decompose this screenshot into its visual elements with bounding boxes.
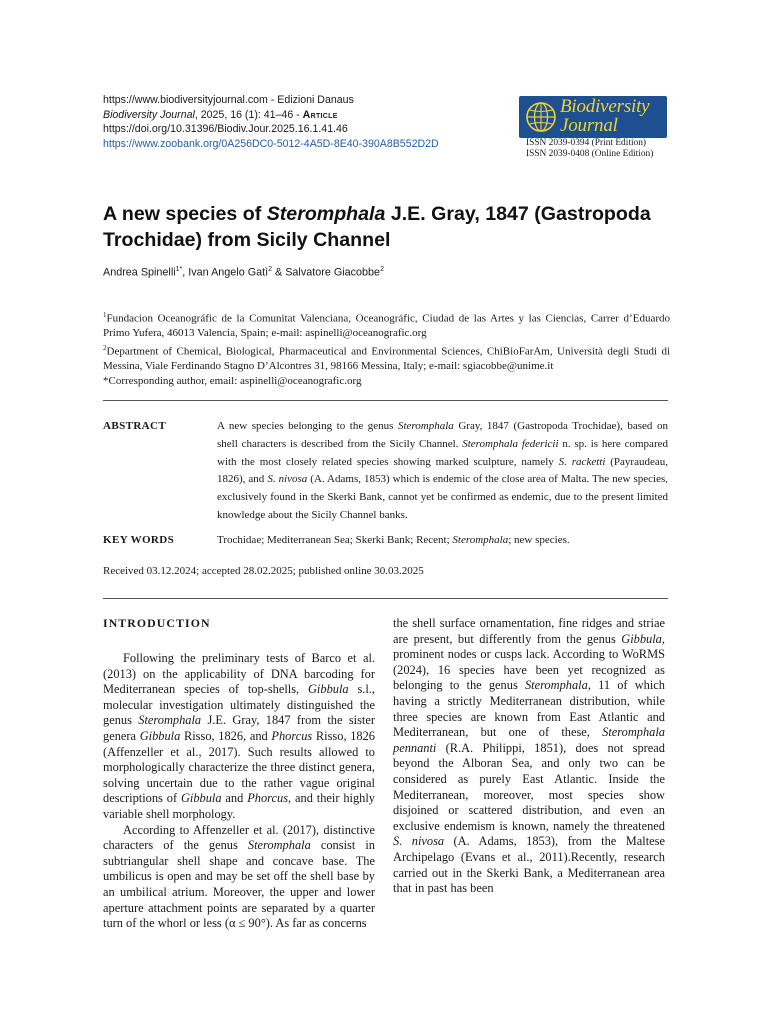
text-span: or xyxy=(438,803,459,818)
corresponding-author: *Corresponding author, email: aspinelli@oceanografic.org xyxy=(103,374,362,387)
abstract-span: A new species belonging to the genus xyxy=(217,420,398,432)
author-2: Ivan Angelo Gatì xyxy=(188,266,269,279)
affiliation-1 xyxy=(103,308,670,341)
text-span: and xyxy=(221,791,248,806)
text-span: yet xyxy=(558,662,583,677)
journal-website-line: https://www.biodiversityjournal.com - Edizioni Danaus xyxy=(103,94,354,106)
text-span: genus xyxy=(581,631,616,646)
author-separator: & xyxy=(272,266,286,279)
italic-span: Steromphala xyxy=(602,725,665,740)
text-span: considered xyxy=(393,771,447,786)
text-span: one xyxy=(496,725,527,740)
keywords-span: ; new species. xyxy=(508,534,570,546)
text-span: disjoined xyxy=(393,803,439,818)
italic-span: nivosa xyxy=(402,834,445,849)
text-span: endemism xyxy=(439,818,496,833)
text-span: be xyxy=(644,756,665,771)
text-span: Risso, 1826, and xyxy=(180,728,272,743)
keywords-label: KEY WORDS xyxy=(103,534,175,546)
author-1-affiliation: 1* xyxy=(175,266,183,273)
text-span: nodes xyxy=(443,647,477,662)
affiliation-1-text: Fundacion Oceanográfic de la Comunitat Valenciana, Oceanográfic, Ciudad de las Artes y las Ciencias, Carrer d’Eduardo Primo Yufera, 46013 Valencia, Spain; e-mail: aspinelli@oceanografic.org xyxy=(103,312,670,340)
text-span: known xyxy=(485,709,529,724)
italic-span: Steromphala xyxy=(247,838,311,853)
author-3: Salvatore Giacobbe xyxy=(285,266,381,279)
text-span xyxy=(518,678,525,692)
doi-link[interactable]: https://doi.org/10.31396/Biodiv.Jour.2025.16.1.41.46 xyxy=(103,123,348,136)
text-span: distribution, xyxy=(561,693,630,708)
text-span: Atlantic xyxy=(590,709,639,724)
article-title xyxy=(103,202,683,253)
affiliation-2-number: 2 xyxy=(103,343,107,352)
text-span: 16 xyxy=(429,662,451,677)
abstract-span: Gray, 1847 (Gastropoda Trochidae), based on shell characters is described from the Sicily Channel. xyxy=(217,420,668,450)
journal-header xyxy=(103,93,439,151)
text-span: as xyxy=(446,771,469,786)
text-span: the xyxy=(393,616,409,630)
logo-line-1: Biodiversity xyxy=(560,96,650,117)
text-span: Mediterranean, xyxy=(393,725,469,740)
text-span: the xyxy=(560,631,582,646)
abstract-text xyxy=(217,418,668,525)
text-span: Alboran xyxy=(453,756,503,771)
text-span: species xyxy=(450,662,495,677)
text-span: East xyxy=(511,771,544,786)
text-span: consist in subtriangular shell shape and concave base. The umbilicus is open and may be set off the shell base by an umbilical atrium. Moreover, the upper and lower aperture attachment points are separated by a quarter turn of the whorl or less (α ≤ 90°). As far as concerns xyxy=(103,838,375,931)
italic-span: Gibbula xyxy=(307,682,349,697)
text-span: are xyxy=(393,631,409,646)
text-span: J.E. Gray, 1847 from the sister genera xyxy=(103,713,375,743)
logo-wordmark xyxy=(560,98,649,135)
text-span: fine xyxy=(554,616,578,630)
author-separator: , xyxy=(182,266,189,279)
italic-span: Steromphala xyxy=(138,713,202,728)
text-span: is xyxy=(495,818,508,833)
text-span: recognized xyxy=(582,662,646,677)
text-span: beyond xyxy=(393,756,430,771)
body-column-right: the shell surface ornamentation, fine ridges and striae are present, but differently from the genus Gibbula, prominent nodes or cusps lack. According to WoRMS (2024), 16 species have been yet recognized as belonging to the genus Steromphala, 11 of which having a strictly Mediterranean distribution, while three species are known from East Atlantic and Mediterranean, but one of these, Steromphala pennanti (R.A. Philippi, 1851), does not spread beyond the Alboran Sea, and only two can be considered as purely East Atlantic. Inside the Mediterranean, moreover, most species show disjoined or scattered distribution, and even an exclusive endemism is known, namely the threatened S. nivosa (A. Adams, 1853), from the Maltese Archipelago (Evans et al., 2011).Recently, research carried out in the Skerki Bank, a Mediterranean area that in past has been xyxy=(393,616,665,896)
text-span: Inside xyxy=(597,771,639,786)
text-span: Maltese xyxy=(616,834,665,849)
text-span: (2024), xyxy=(393,662,430,677)
globe-icon xyxy=(524,100,558,134)
text-span: from xyxy=(528,709,561,724)
text-span: even xyxy=(610,803,644,818)
title-genus: Steromphala xyxy=(266,203,386,225)
text-span: cusps xyxy=(490,647,523,662)
divider xyxy=(103,400,668,401)
text-span: of xyxy=(526,725,550,740)
italic-span: Steromphala xyxy=(524,678,588,693)
text-span: species xyxy=(572,787,624,802)
text-span: exclusive xyxy=(393,818,440,833)
text-span: Mediterranean, xyxy=(393,787,469,802)
journal-volume-pages: , 2025, 16 (1): 41–46 - xyxy=(194,108,303,121)
paragraph-2 xyxy=(103,823,375,932)
text-span: but xyxy=(452,631,474,646)
text-span: and xyxy=(532,756,560,771)
text-span: et xyxy=(495,849,511,864)
text-span: show xyxy=(623,787,665,802)
text-span: namely xyxy=(548,818,590,833)
title-text-2: J.E. Gray, 1847 (Gastropoda Trochidae) from Sicily Channel xyxy=(103,203,651,251)
text-span: the xyxy=(591,834,617,849)
affiliation-1-number: 1 xyxy=(103,311,107,319)
text-span: most xyxy=(533,787,573,802)
text-span: s.l., molecular investigation ultimately distinguished the genus xyxy=(103,682,376,728)
text-span: differently xyxy=(473,631,532,646)
text-span: present, xyxy=(408,631,453,646)
text-span: these, xyxy=(549,725,590,740)
text-span: Atlantic. xyxy=(543,771,598,786)
text-span: while xyxy=(629,693,665,708)
text-span: (Evans xyxy=(454,849,496,864)
text-span: 1851), xyxy=(524,740,567,755)
text-span: the xyxy=(429,756,454,771)
logo-line-2: Journal xyxy=(560,114,618,136)
text-span: spread xyxy=(623,740,665,755)
text-span: to xyxy=(604,647,619,662)
italic-span: Phorcus xyxy=(247,791,289,806)
text-span: According xyxy=(549,647,605,662)
text-span: 2011). xyxy=(532,849,571,864)
text-span: the xyxy=(459,678,482,693)
text-span: which xyxy=(627,678,665,693)
text-span: from xyxy=(558,834,592,849)
title-text-1: A new species of xyxy=(103,203,267,225)
text-span: and xyxy=(638,709,665,724)
text-span: and xyxy=(612,616,635,630)
author-3-affiliation: 2 xyxy=(380,266,384,273)
text-span: al., xyxy=(510,849,533,864)
text-span: purely xyxy=(468,771,512,786)
issn-online: ISSN 2039-0408 (Online Edition) xyxy=(526,148,654,159)
divider xyxy=(103,598,668,599)
text-span: are xyxy=(462,709,486,724)
text-span: Risso, 1826 (Affenzeller et al., 2017). Such results allowed to morphologically characterize the three distinct genera, solving uncertain due to the rather vague original descriptions of xyxy=(103,728,375,806)
italic-span: Phorcus xyxy=(271,728,313,743)
text-span: East xyxy=(560,709,591,724)
text-span: , xyxy=(587,678,591,693)
abstract-italic: S. nivosa xyxy=(267,473,308,486)
issn-block xyxy=(526,138,653,159)
text-span: species xyxy=(417,709,463,724)
text-span: can xyxy=(618,756,645,771)
received-dates: Received 03.12.2024; accepted 28.02.2025; published online 30.03.2025 xyxy=(103,565,424,577)
text-span: According to Affenzeller et al. (2017), distinctive characters of the genus xyxy=(103,822,375,853)
text-span: not xyxy=(598,740,624,755)
text-span: belonging xyxy=(393,678,443,693)
text-span: or xyxy=(476,647,491,662)
introduction-heading: INTRODUCTION xyxy=(103,616,211,630)
text-span: two xyxy=(590,756,619,771)
text-span: genus xyxy=(481,678,518,693)
text-span: of xyxy=(610,678,628,693)
article-type: Article xyxy=(302,108,338,121)
italic-span: Gibbula xyxy=(621,631,662,646)
text-span: as xyxy=(645,662,665,677)
text-span: three xyxy=(393,709,418,724)
text-span: Sea, xyxy=(502,756,533,771)
italic-span: Gibbula xyxy=(139,728,181,743)
abstract-label: ABSTRACT xyxy=(103,420,167,432)
text-span: distribution, xyxy=(512,803,583,818)
text-span xyxy=(590,725,602,739)
text-span: WoRMS xyxy=(618,647,665,662)
affiliation-2-text: Department of Chemical, Biological, Pharmaceutical and Environmental Sciences, ChiBioFarAm, Università degli Studi di Messina, Viale Ferdinando Stagno D’Alcontres 31, 98166 Messina, Italy; e-mail: sgiacobbe@unime.it xyxy=(103,345,670,373)
abstract-italic: Steromphala xyxy=(397,420,454,432)
text-span: to xyxy=(442,678,460,693)
text-span: from xyxy=(531,631,561,646)
text-span: Following the preliminary tests of Barco et al. (2013) on the applicability of DNA barcoding for Mediterranean species of top-shells, xyxy=(103,651,375,697)
text-span: scattered xyxy=(458,803,513,818)
text-span: 1853), xyxy=(516,834,559,849)
biodiversity-journal-logo xyxy=(519,96,667,138)
italic-span: S. xyxy=(393,834,403,849)
abstract-span: (Payraudeau, 1826), and xyxy=(217,455,668,486)
journal-citation-line xyxy=(103,108,439,123)
keywords-italic: Steromphala xyxy=(452,534,509,546)
text-span: been xyxy=(526,662,559,677)
zoobank-link[interactable]: https://www.zoobank.org/0A256DC0-5012-4A5D-8E40-390A8B552D2D xyxy=(103,137,439,150)
text-span: (R.A. xyxy=(436,740,474,755)
text-span: Philippi, xyxy=(473,740,525,755)
text-span: having xyxy=(393,693,427,708)
text-span: (A. xyxy=(444,834,470,849)
italic-span: Gibbula xyxy=(180,791,222,806)
text-span: shell xyxy=(408,616,436,630)
text-span: does xyxy=(566,740,599,755)
text-span: 11 xyxy=(590,678,611,693)
body-column-left xyxy=(103,616,375,932)
abstract-span: (A. Adams, 1853) which is endemic of the close area of Malta. The new species, exclusively found in the Skerki Bank, cannot yet be confirmed as endemic, due to the present limited knowledge about the Sicily Channel banks. xyxy=(217,473,668,521)
text-span: ornamentation, xyxy=(475,616,555,630)
text-span: ridges xyxy=(577,616,613,630)
text-span: prominent xyxy=(393,647,444,662)
text-span: Mediterranean xyxy=(481,693,562,708)
text-span: a xyxy=(426,693,440,708)
text-span: Archipelago xyxy=(393,849,455,864)
text-span: surface xyxy=(435,616,476,630)
text-span: and xyxy=(582,803,611,818)
issn-print: ISSN 2039-0394 (Print Edition) xyxy=(526,138,647,148)
text-span: have xyxy=(494,662,527,677)
affiliations xyxy=(103,308,670,388)
text-span: strictly xyxy=(439,693,482,708)
text-span: the xyxy=(638,771,665,786)
text-span: threatened xyxy=(609,818,665,833)
keywords-text xyxy=(217,532,668,550)
paragraph-1 xyxy=(103,651,375,823)
author-1: Andrea Spinelli xyxy=(103,266,176,279)
keywords-span: Trochidae; Mediterranean Sea; Skerki Bank; Recent; xyxy=(217,534,453,546)
author-2-affiliation: 2 xyxy=(268,266,273,273)
text-span: lack. xyxy=(522,647,550,662)
text-span: the xyxy=(589,818,610,833)
text-span: striae xyxy=(634,616,665,630)
text-span: only xyxy=(559,756,591,771)
abstract-span: n. sp. is here compared with the most closely related species showing marked sculpture, namely xyxy=(217,437,668,468)
author-list xyxy=(103,266,384,279)
text-span: but xyxy=(468,725,497,740)
italic-span: pennanti xyxy=(393,740,437,755)
journal-name: Biodiversity Journal xyxy=(103,108,195,121)
text-span: , and their highly variable shell morphology. xyxy=(103,791,375,821)
abstract-italic: Steromphala federicii xyxy=(462,437,559,450)
text-span: moreover, xyxy=(468,787,534,802)
text-span: Adams, xyxy=(469,834,517,849)
text-span: an xyxy=(643,803,665,818)
text-span: , xyxy=(661,631,665,646)
abstract-italic: S. racketti xyxy=(558,455,606,468)
text-span: known, xyxy=(507,818,549,833)
affiliation-2 xyxy=(103,341,670,374)
